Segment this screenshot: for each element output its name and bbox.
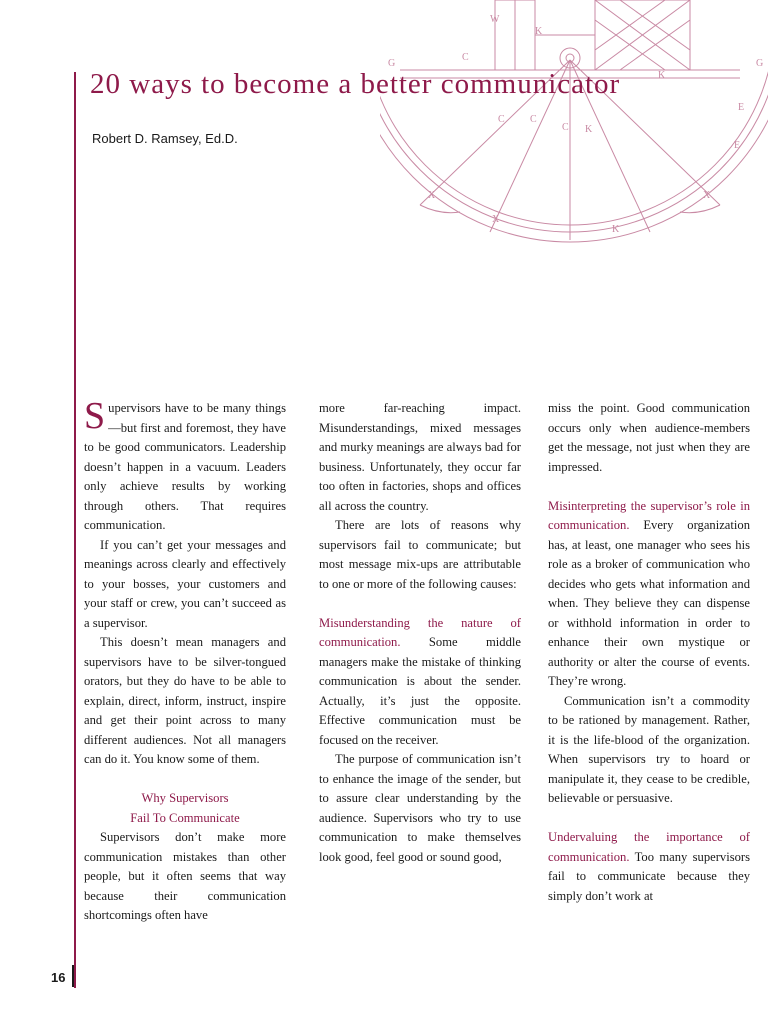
wheel-label-g2: G	[756, 58, 764, 69]
wheel-label-c3: C	[498, 114, 505, 125]
paragraph-text: Some middle managers make the mistake of thinking communication is about the sender. Actually, it’s just the opposite. Effective communication must be focused on the receiver.	[319, 635, 521, 747]
cause-heading: Misinterpreting the supervisor’s role in communication.	[548, 498, 750, 532]
paragraph	[548, 828, 750, 906]
wheel-label-x1: X	[428, 190, 436, 201]
wheel-label-k2: K	[585, 124, 593, 135]
cause-heading: Misunderstanding the nature of communication.	[319, 615, 521, 649]
cause-heading: Undervaluing the importance of communication.	[548, 830, 750, 864]
wheel-label-k1: K	[535, 26, 543, 37]
article-title: 20 ways to become a better communicator	[90, 68, 621, 100]
text-column-1	[84, 395, 286, 926]
paragraph	[84, 395, 286, 536]
paragraph: miss the point. Good communication occurs only when audience-members get the message, not just when they are impressed.	[548, 401, 750, 474]
paragraph: more far-reaching impact. Misunderstandings, mixed messages and murky meanings are always bad for business. Unfortunately, they occur far too often in factories, shops and offices all across the country.	[319, 401, 521, 513]
page-number: 16	[51, 970, 66, 985]
paragraph-text: Every organization has, at least, one manager who sees his role as a broker of communication who decides who gets what information and when. They believe they can dispense or withhold information in order to enhance their own mystique or authority or alter the course of events. They’re wrong.	[548, 518, 750, 688]
wheel-label-c2: C	[530, 114, 537, 125]
paragraph: The purpose of communication isn’t to enhance the image of the sender, but to assure clear understanding by the audience. Supervisors who try to use communication to make themselves look good, feel good or sound good,	[319, 752, 521, 864]
wheel-label-w: W	[490, 14, 500, 25]
paragraph: Supervisors don’t make more communication mistakes than other people, but it often seems that way because their communication shortcomings often have	[84, 830, 286, 922]
paragraph-text: Too many supervisors fail to communicate because they simply don’t work at	[548, 849, 750, 903]
wheel-label-k3: K	[658, 70, 666, 81]
drop-cap: S	[84, 395, 106, 437]
text-column-3	[548, 399, 750, 906]
section-heading	[84, 789, 286, 828]
paragraph: Communication isn’t a commodity to be rationed by management. Rather, it is the life-blood of the organization. When supervisors try to hoard or manipulate it, they cease to be credible, believable or persuasive.	[548, 693, 750, 805]
wheel-illustration	[380, 0, 768, 260]
wheel-label-x3: X	[492, 214, 500, 225]
paragraph: There are lots of reasons why supervisors fail to communicate; but most message mix-ups are attributable to one or more of the following causes:	[319, 518, 521, 591]
wheel-label-c4: C	[562, 122, 569, 133]
article-author: Robert D. Ramsey, Ed.D.	[92, 131, 238, 146]
section-heading-line: Why Supervisors	[141, 791, 229, 805]
paragraph: This doesn’t mean managers and supervisors have to be silver-tongued orators, but they do have to be able to explain, direct, inform, instruct, inspire and get their point across to many different audiences. Not all managers can do it. You know some of them.	[84, 635, 286, 766]
paragraph-text: upervisors have to be many things—but first and foremost, they have to be good communicators. Leadership doesn’t happen in a vacuum. Leaders only achieve results by working through others. That requires communication.	[84, 401, 286, 532]
wheel-label-e2: E	[734, 140, 741, 151]
paragraph: If you can’t get your messages and meanings across clearly and effectively to your bosses, your customers and your staff or crew, you can’t succeed as a supervisor.	[84, 537, 286, 630]
paragraph	[548, 497, 750, 692]
wheel-label-x2: X	[703, 190, 711, 201]
wheel-label-k4: K	[612, 224, 620, 235]
wheel-label-g1: G	[388, 58, 396, 69]
wheel-label-c1: C	[462, 52, 469, 63]
wheel-label-e1: E	[738, 102, 745, 113]
page-number-rule	[72, 965, 74, 987]
margin-rule	[74, 72, 76, 988]
paragraph	[319, 614, 521, 751]
text-column-2	[319, 399, 521, 867]
section-heading-line: Fail To Communicate	[130, 810, 240, 825]
